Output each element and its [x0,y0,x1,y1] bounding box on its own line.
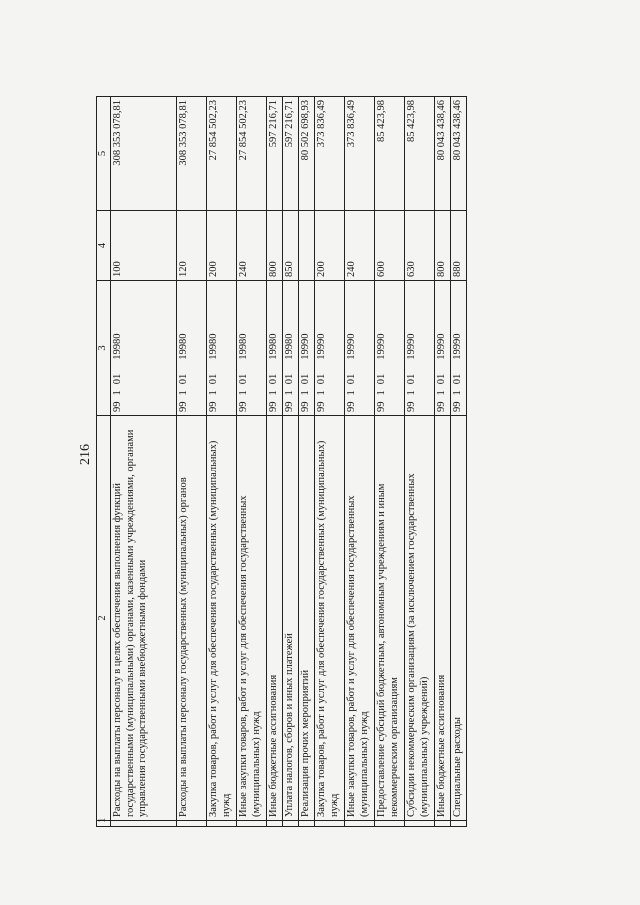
table-header-row [97,97,111,827]
code-part: 19990 [375,333,387,360]
row-type-cell: 800 [266,211,282,281]
row-type-cell: 240 [344,211,374,281]
code-part: 01 [283,373,295,385]
row-type-cell: 120 [176,211,206,281]
row-amount-cell: 373 836,49 [314,97,344,211]
row-code-cell [282,281,298,416]
code-part: 1 [267,390,279,396]
code-part: 19990 [405,333,417,360]
row-number-cell [434,821,450,827]
column-header: 1 [97,821,111,827]
row-type-cell: 240 [236,211,266,281]
code-part: 1 [299,390,311,396]
table-row [176,97,206,827]
code-part: 19980 [237,333,249,360]
code-part: 19980 [283,333,295,360]
row-amount-cell: 597 216,71 [282,97,298,211]
column-header: 2 [97,416,111,821]
row-type-cell: 850 [282,211,298,281]
row-amount-cell: 597 216,71 [266,97,282,211]
code-part: 19990 [451,333,463,360]
row-name-cell [266,416,282,821]
table-row [236,97,266,827]
code-part: 01 [299,373,311,385]
code-part: 1 [177,390,189,396]
column-header: 5 [97,97,111,211]
code-part: 19980 [177,333,189,360]
row-code-cell [110,281,176,416]
row-number-cell [236,821,266,827]
row-name-cell [404,416,434,821]
row-name-cell [110,416,176,821]
row-name-cell [282,416,298,821]
code-part: 1 [237,390,249,396]
code-part: 1 [283,390,295,396]
row-name-cell [344,416,374,821]
table-row [374,97,404,827]
row-number-cell [282,821,298,827]
code-part: 01 [345,373,357,385]
code-part: 99 [315,401,327,412]
code-part: 01 [375,373,387,385]
code-part: 19990 [435,333,447,360]
table-row [314,97,344,827]
row-name: Иные бюджетные ассигнования [435,674,447,817]
row-type-cell: 800 [434,211,450,281]
code-part: 99 [283,401,295,412]
table-row [282,97,298,827]
row-name-cell [450,416,466,821]
row-number-cell [176,821,206,827]
row-name-cell [206,416,236,821]
row-number-cell [450,821,466,827]
row-type-cell: 200 [314,211,344,281]
code-part: 01 [207,373,219,385]
row-number-cell [374,821,404,827]
row-name: Уплата налогов, сборов и иных платежей [283,633,295,817]
row-name: Иные закупки товаров, работ и услуг для обеспечения государственных (муниципальных) нужд [345,495,370,817]
row-name: Расходы на выплаты персоналу в целях обеспечения выполнения функций государственными (муниципальными) органами, казенными учреждениями, органами управления государственными внебюджетными фондами [111,429,149,817]
row-amount-cell: 308 353 078,81 [110,97,176,211]
code-part: 1 [111,390,123,396]
row-amount-cell: 27 854 502,23 [206,97,236,211]
code-part: 19990 [345,333,357,360]
code-part: 01 [405,373,417,385]
code-part: 1 [345,390,357,396]
row-name: Закупка товаров, работ и услуг для обеспечения государственных (муниципальных) нужд [207,440,232,817]
code-part: 01 [177,373,189,385]
page-number: 216 [78,444,93,465]
row-number-cell [266,821,282,827]
row-code-cell [434,281,450,416]
code-part: 19980 [207,333,219,360]
row-name: Предоставление субсидий бюджетным, автономным учреждениям и иным некоммерческим организациям [375,483,400,817]
row-code-cell [206,281,236,416]
code-part: 19980 [267,333,279,360]
row-code-cell [450,281,466,416]
row-type-cell [298,211,314,281]
code-part: 99 [177,401,189,412]
row-type-cell: 100 [110,211,176,281]
code-part: 99 [451,401,463,412]
column-header: 4 [97,211,111,281]
code-part: 99 [405,401,417,412]
row-amount-cell: 27 854 502,23 [236,97,266,211]
row-code-cell [298,281,314,416]
code-part: 1 [451,390,463,396]
code-part: 1 [207,390,219,396]
row-code-cell [314,281,344,416]
code-part: 99 [207,401,219,412]
code-part: 99 [237,401,249,412]
row-amount-cell: 80 502 698,93 [298,97,314,211]
row-type-cell: 200 [206,211,236,281]
code-part: 19980 [111,333,123,360]
code-part: 01 [315,373,327,385]
table-row [110,97,176,827]
code-part: 01 [237,373,249,385]
code-part: 99 [435,401,447,412]
row-amount-cell: 80 043 438,46 [450,97,466,211]
table-row [266,97,282,827]
table-row [344,97,374,827]
row-amount-cell: 373 836,49 [344,97,374,211]
row-code-cell [374,281,404,416]
row-type-cell: 630 [404,211,434,281]
code-part: 01 [267,373,279,385]
row-name-cell [298,416,314,821]
code-part: 01 [111,373,123,385]
column-header: 3 [97,281,111,416]
row-name: Реализация прочих мероприятий [299,669,311,817]
row-name: Специальные расходы [451,717,463,817]
row-name-cell [374,416,404,821]
row-name: Иные бюджетные ассигнования [267,674,279,817]
code-part: 19990 [299,333,311,360]
row-amount-cell: 85 423,98 [404,97,434,211]
code-part: 1 [315,390,327,396]
row-name: Иные закупки товаров, работ и услуг для обеспечения государственных (муниципальных) нужд [237,495,262,817]
row-name: Расходы на выплаты персоналу государственных (муниципальных) органов [177,477,189,817]
table-row [434,97,450,827]
code-part: 01 [435,373,447,385]
row-code-cell [236,281,266,416]
budget-table [96,96,467,827]
row-name: Субсидии некоммерческим организациям (за исключением государственных (муниципальных) учреждений) [405,473,430,817]
code-part: 1 [435,390,447,396]
code-part: 99 [345,401,357,412]
table-row [404,97,434,827]
code-part: 19990 [315,333,327,360]
row-type-cell: 600 [374,211,404,281]
row-code-cell [344,281,374,416]
row-type-cell: 880 [450,211,466,281]
row-amount-cell: 85 423,98 [374,97,404,211]
code-part: 01 [451,373,463,385]
row-number-cell [404,821,434,827]
row-name-cell [314,416,344,821]
row-number-cell [344,821,374,827]
code-part: 1 [405,390,417,396]
row-code-cell [176,281,206,416]
code-part: 99 [267,401,279,412]
code-part: 99 [299,401,311,412]
row-code-cell [266,281,282,416]
code-part: 99 [375,401,387,412]
row-number-cell [298,821,314,827]
row-number-cell [110,821,176,827]
row-number-cell [314,821,344,827]
row-amount-cell: 80 043 438,46 [434,97,450,211]
row-amount-cell: 308 353 078,81 [176,97,206,211]
row-name-cell [176,416,206,821]
row-code-cell [404,281,434,416]
row-number-cell [206,821,236,827]
table-row [206,97,236,827]
table-row [450,97,466,827]
table-row [298,97,314,827]
code-part: 1 [375,390,387,396]
row-name-cell [236,416,266,821]
row-name: Закупка товаров, работ и услуг для обеспечения государственных (муниципальных) нужд [315,440,340,817]
code-part: 99 [111,401,123,412]
row-name-cell [434,416,450,821]
